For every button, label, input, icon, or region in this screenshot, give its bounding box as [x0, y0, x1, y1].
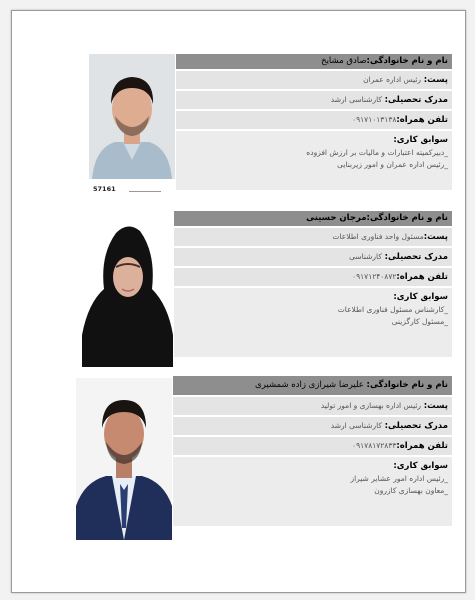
post-label: پست:	[423, 232, 448, 242]
history-label: سوابق کاری:	[393, 461, 448, 471]
post-label: پست:	[423, 401, 448, 411]
name-label: نام و نام خانوادگی:	[366, 213, 448, 223]
phone-row	[176, 111, 452, 129]
man-portrait-image	[89, 54, 175, 202]
name-label: نام و نام خانوادگی:	[366, 380, 448, 390]
degree-row	[176, 91, 452, 109]
woman-portrait-image	[82, 217, 173, 367]
post-label: پست:	[423, 75, 448, 85]
name-row	[174, 211, 452, 226]
degree-label: مدرک تحصیلی:	[384, 252, 448, 262]
portrait-photo	[76, 378, 172, 540]
history-item: _دبیرکمیته اعتبارات و مالیات بر ارزش افزوده	[306, 148, 448, 157]
portrait-photo	[82, 217, 173, 367]
post-value: رئیس اداره عمران	[363, 75, 422, 84]
post-value: مسئول واحد فناوری اطلاعات	[332, 232, 424, 241]
phone-label: تلفن همراه:	[396, 441, 448, 451]
post-row	[174, 228, 452, 246]
name-label: نام و نام خانوادگی:	[366, 56, 448, 66]
man-suit-portrait-image	[76, 378, 172, 540]
history-label: سوابق کاری:	[393, 135, 448, 145]
post-value: رئیس اداره بهسازی و امور تولید	[320, 401, 422, 410]
history-item: _رئیس اداره عمران و امور زیربنایی	[337, 159, 448, 169]
name-row	[173, 376, 452, 395]
info-panel	[174, 211, 452, 357]
degree-label: مدرک تحصیلی:	[384, 421, 448, 431]
history-item: _رئیس اداره امور عشایر شیراز	[350, 474, 448, 483]
history-item: _کارشناس مسئول فناوری اطلاعات	[337, 305, 448, 314]
info-panel	[173, 376, 452, 526]
degree-value: کارشناسی	[349, 252, 382, 261]
degree-row	[174, 248, 452, 266]
history-item: _معاون بهسازی کازرون	[374, 485, 448, 495]
degree-row	[173, 417, 452, 435]
document-page	[11, 10, 466, 593]
post-row	[176, 71, 452, 89]
phone-row	[173, 437, 452, 455]
phone-label: تلفن همراه:	[396, 115, 448, 125]
history-label: سوابق کاری:	[393, 292, 448, 302]
name-value: مرجان حسینی	[306, 213, 367, 223]
info-panel	[176, 54, 452, 190]
phone-value: ۰۹۱۷۸۱۷۲۸۳۳	[352, 441, 397, 450]
post-row	[173, 397, 452, 415]
history-box	[176, 131, 452, 190]
portrait-photo	[89, 54, 175, 202]
phone-value: ۰۹۱۷۱۲۴۰۸۷۲	[352, 272, 397, 281]
degree-value: کارشناسی ارشد	[330, 95, 382, 104]
phone-value: ۰۹۱۷۱۰۱۳۱۳۸	[352, 115, 397, 124]
history-box	[174, 288, 452, 357]
history-box	[173, 457, 452, 526]
degree-value: کارشناسی ارشد	[330, 421, 382, 430]
name-row	[176, 54, 452, 69]
phone-row	[174, 268, 452, 286]
phone-label: تلفن همراه:	[396, 272, 448, 282]
history-item: _مسئول کارگزینی	[391, 316, 448, 326]
name-value: علیرضا شیرازی زاده شمشیری	[255, 380, 364, 390]
name-value: صادق مشایخ	[321, 56, 367, 66]
photo-caption: 57161	[93, 185, 116, 193]
photo-caption-handwriting	[129, 186, 161, 192]
degree-label: مدرک تحصیلی:	[384, 95, 448, 105]
